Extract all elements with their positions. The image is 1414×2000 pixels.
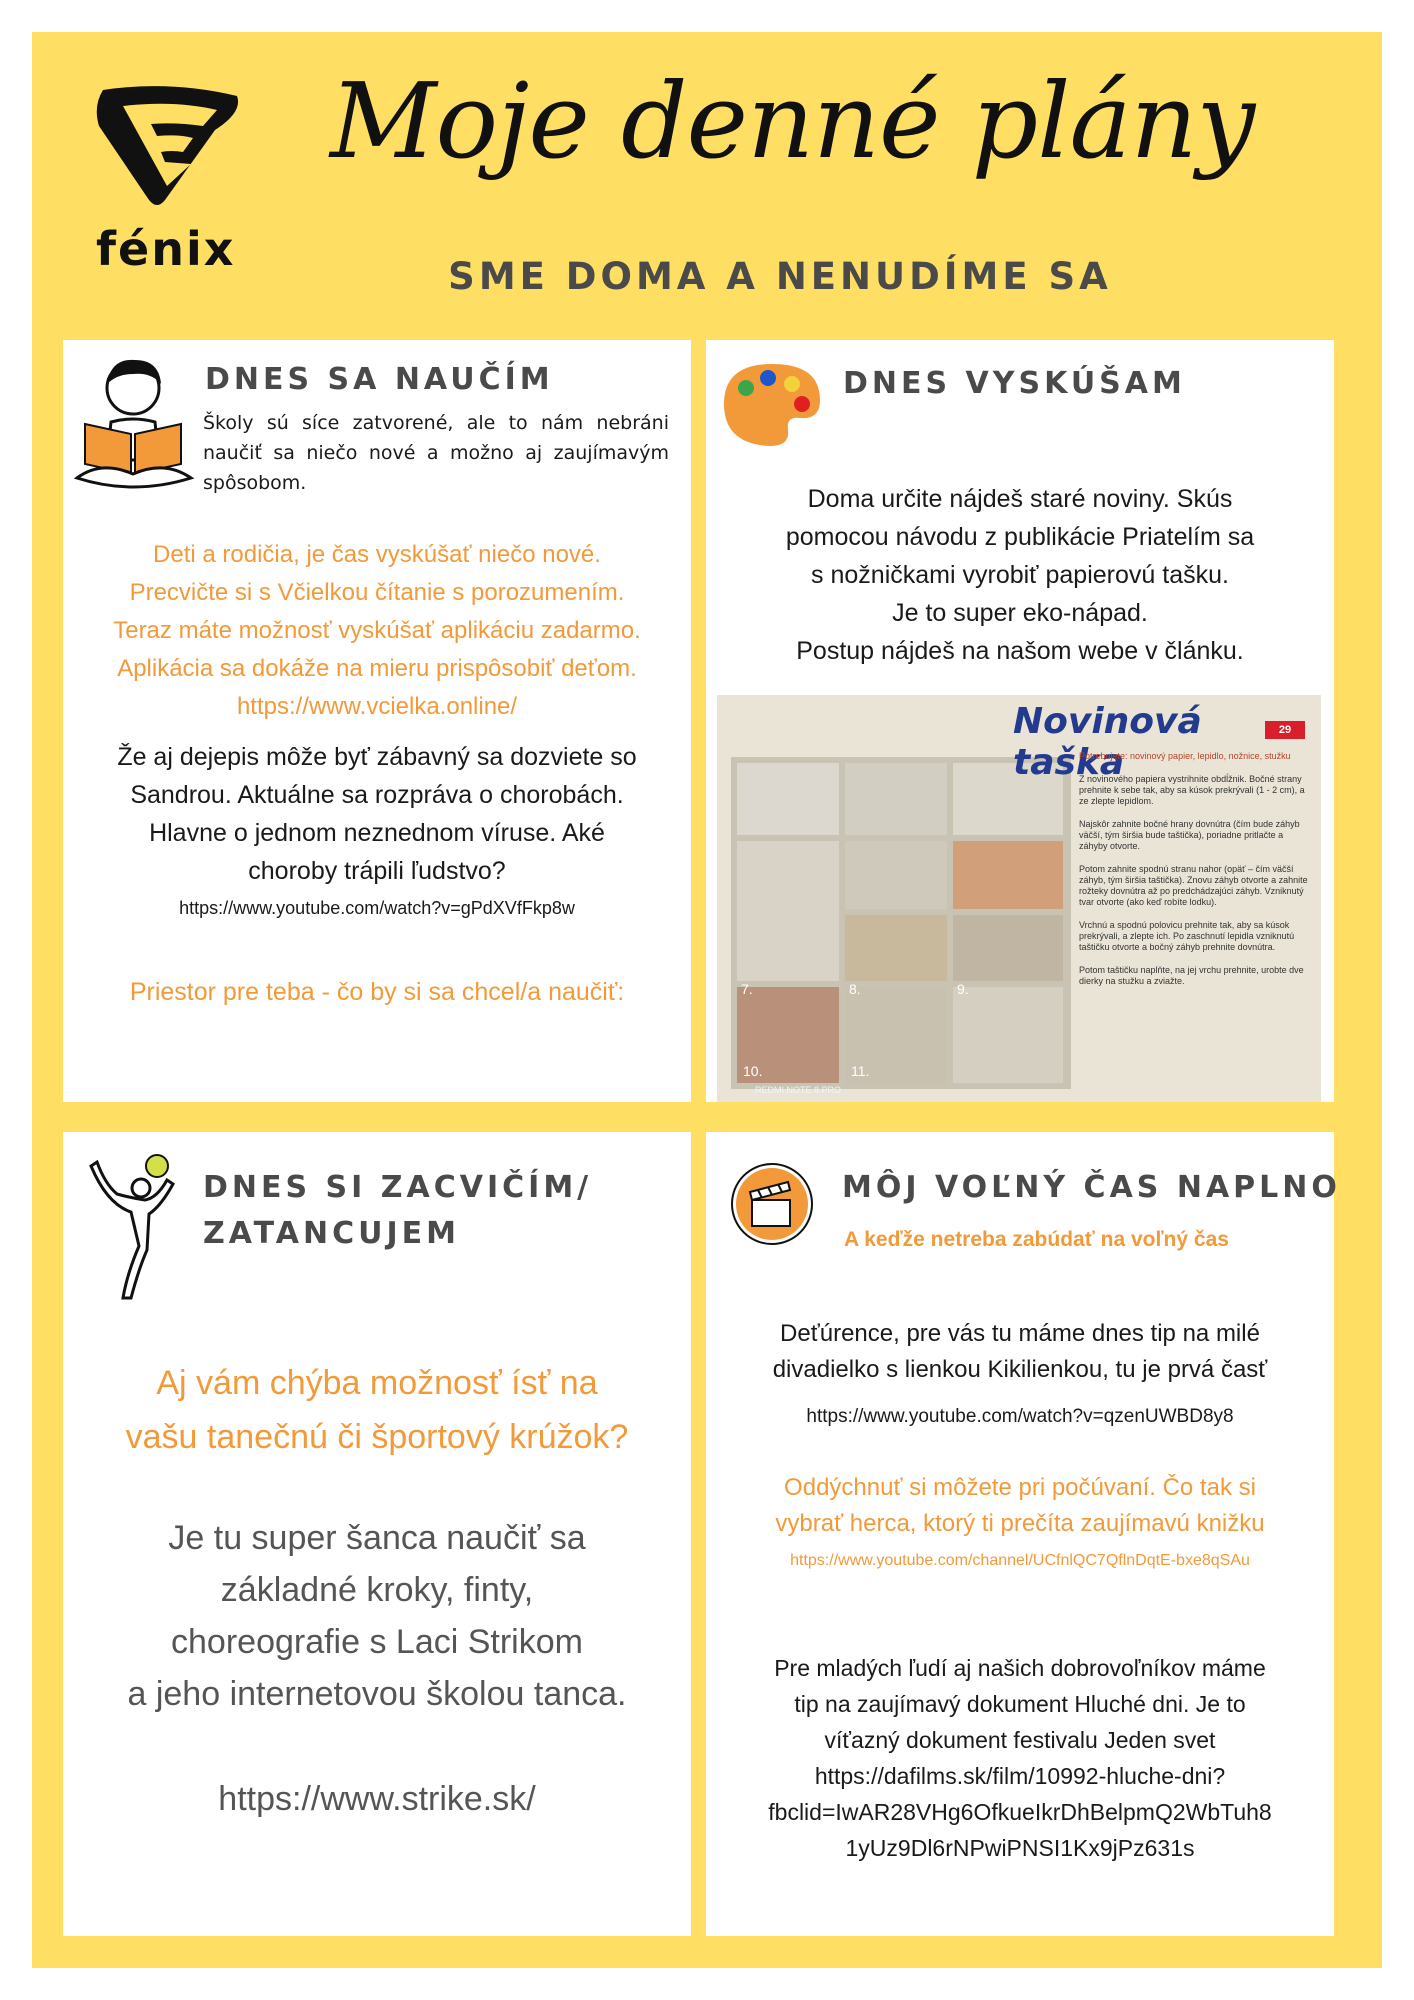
page-subtitle: SME DOMA A NENUDÍME SA [448,255,1112,298]
text-line: vybrať herca, ktorý ti prečíta zaujímavú knižku [775,1510,1265,1537]
text-line: a jeho internetovou školou tanca. [127,1675,627,1713]
relax-text [706,1470,1334,1542]
clapperboard-icon [730,1162,814,1246]
photo-watermark: REDMI NOTE 8 PRO [755,1085,842,1095]
learn-intro: Školy sú síce zatvorené, ale to nám nebráni naučiť sa niečo nové a možno aj zaujímavým spôsobom. [203,412,669,494]
photo-step [845,763,947,835]
photo-step [953,841,1063,909]
text-line: Je to super eko-nápad. [892,599,1148,627]
step-number: 7. [741,981,753,997]
step-number: 10. [743,1063,763,1079]
step-number: 9. [957,981,969,997]
photo-step [737,841,839,981]
logo-text: fénix [96,222,236,276]
text-line: Deťúrence, pre vás tu máme dnes tip na milé [780,1320,1260,1347]
exercise-panel [63,1132,691,1936]
photo-title: Novinová taška [1013,701,1202,783]
text-line: choreografie s Laci Strikom [171,1623,583,1661]
text-line: pomocou návodu z publikácie Priatelím sa [785,523,1255,551]
photo-step [845,915,947,981]
photo-materials: Potrebujete: novinový papier, lepidlo, nožnice, stužku [1079,751,1291,761]
text-line: Teraz máte možnosť vyskúšať aplikáciu zadarmo. [113,617,641,644]
kids-text [706,1316,1334,1388]
photo-step-text: Potom zahnite spodnú stranu nahor (opäť – čím väčší záhyb, tým širšia taštička). Znovu záhyb otvorte a zahnite rožteky dovnútra až po predchádzajúci záhyb. Vzniknutý tvar otvorte (ako keď robíte lodku). [1079,864,1308,907]
freetime-heading: MÔJ VOĽNÝ ČAS NAPLNO [842,1170,1341,1205]
learn-panel [63,340,691,1102]
freetime-subheading: A keďže netreba zabúdať na voľný čas [844,1228,1229,1251]
exercise-heading-line1: DNES SI ZACVIČÍM/ [203,1170,593,1205]
history-link[interactable]: https://www.youtube.com/watch?v=gPdXVfFkp8w [179,898,575,918]
photo-step [953,915,1063,981]
exercise-heading-line2: ZATANCUJEM [203,1216,460,1251]
try-panel [706,340,1334,1102]
newspaper-bag-photo [717,695,1321,1102]
dancer-icon [81,1150,189,1302]
text-line: Doma určite nájdeš staré noviny. Skús [807,485,1233,513]
photo-instructions [1079,751,1309,987]
step-number: 11. [851,1063,870,1079]
space-text: Priestor pre teba - čo by si sa chcel/a naučiť: [129,978,625,1006]
photo-step-text: Vrchnú a spodnú polovicu prehnite tak, aby sa kúsok prekrývali, a zlepte ich. Po zaschnutí lepidla vzniknutú taštičku otvorte a bočný záhyb prehnite dovnútra. [1079,920,1295,952]
relax-link[interactable]: https://www.youtube.com/channel/UCfnlQC7QflnDqtE-bxe8qSAu [790,1552,1250,1569]
text-line: Aj vám chýba možnosť ísť na [156,1364,598,1402]
text-line: Precvičte si s Včielkou čítanie s porozumením. [129,579,625,606]
page-title: Moje denné plány [330,60,1255,182]
text-line: tip na zaujímavý dokument Hluché dni. Je to [794,1691,1246,1717]
text-line: Postup nájdeš na našom webe v článku. [796,637,1244,665]
text-line: vašu tanečnú či športový krúžok? [125,1418,629,1456]
text-line: Hlavne o jednom neznednom víruse. Aké [149,819,605,847]
history-text [63,738,691,890]
kids-link[interactable]: https://www.youtube.com/watch?v=qzenUWBD8y8 [806,1406,1234,1427]
photo-step-text: Najskôr zahnite bočné hrany dovnútra (čím bude záhyb väčší, tým širšia bude taštička), poriadne pritlačte a záhyby otvorte. [1079,819,1300,851]
photo-step [845,841,947,909]
photo-page-number: 29 [1265,721,1305,739]
palette-icon [720,360,824,450]
step-number: 8. [849,981,861,997]
strike-link[interactable]: https://www.strike.sk/ [218,1780,536,1818]
text-line: Oddýchnuť si môžete pri počúvaní. Čo tak si [784,1474,1256,1501]
learn-heading: DNES SA NAUČÍM [205,362,554,397]
exercise-question [63,1356,691,1464]
text-line: Deti a rodičia, je čas vyskúšať niečo nové. [153,541,601,568]
try-heading: DNES VYSKÚŠAM [843,366,1186,401]
documentary-text [706,1650,1334,1866]
vcielka-text [63,536,691,726]
photo-step-text: Potom taštičku naplňte, na jej vrchu prehnite, urobte dve dierky na stužku a zviažte. [1079,965,1304,986]
text-line: základné kroky, finty, [220,1571,534,1609]
try-text [706,480,1334,670]
photo-step-text: Z novinového papiera vystrihnite obdĺžnik. Bočné strany prehnite k sebe tak, aby sa kúsok prekrývali (1 - 2 cm), a ze zlepte lepidlom. [1079,774,1305,806]
text-line: Aplikácia sa dokáže na mieru prispôsobiť deťom. [117,655,637,682]
vcielka-link[interactable]: https://www.vcielka.online/ [236,693,518,720]
photo-step [953,987,1063,1083]
text-line: Je tu super šanca naučiť sa [168,1519,586,1557]
documentary-link[interactable]: https://dafilms.sk/film/10992-hluche-dni? [814,1763,1226,1789]
freetime-panel [706,1132,1341,1936]
photo-step [737,763,839,835]
text-line: Že aj dejepis môže byť zábavný sa dozviete so [117,743,637,771]
exercise-body [63,1512,691,1720]
documentary-link[interactable]: fbclid=IwAR28VHg6OfkueIkrDhBelpmQ2WbTuh8 [768,1799,1272,1825]
text-line: choroby trápili ľudstvo? [248,857,506,885]
documentary-link[interactable]: 1yUz9Dl6rNPwiPNSI1Kx9jPz631s [845,1835,1195,1861]
text-line: Pre mladých ľudí aj našich dobrovoľníkov máme [774,1655,1266,1681]
text-line: divadielko s lienkou Kikilienkou, tu je prvá časť [772,1356,1268,1383]
text-line: víťazný dokument festivalu Jeden svet [824,1727,1216,1753]
text-line: Sandrou. Aktuálne sa rozpráva o chorobách. [130,781,624,809]
reading-child-icon [71,350,199,490]
text-line: s nožničkami vyrobiť papierovú tašku. [811,561,1229,589]
